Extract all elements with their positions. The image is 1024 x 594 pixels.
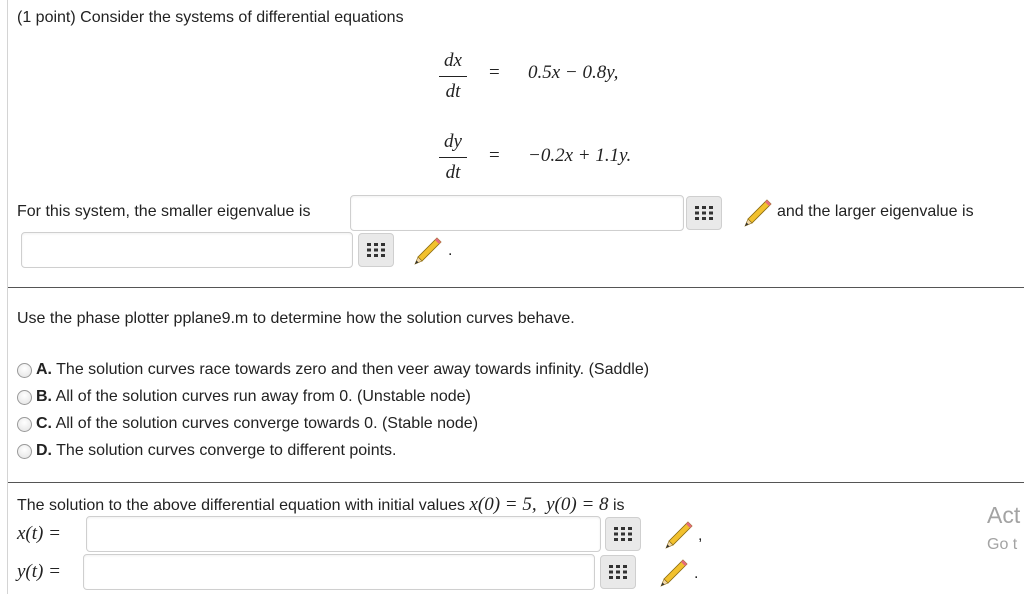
equation-palette-icon	[614, 527, 632, 541]
option-text: All of the solution curves run away from 0. (Unstable node)	[52, 388, 471, 405]
x-of-t-label: x(t) =	[17, 523, 61, 544]
phase-prompt: Use the phase plotter pplane9.m to determine how the solution curves behave.	[17, 310, 575, 327]
option-letter: A.	[36, 361, 52, 378]
equation-rhs-2: −0.2x + 1.1y.	[528, 145, 632, 166]
option-text: All of the solution curves converge towards 0. (Stable node)	[52, 415, 479, 432]
fraction-dx-dt	[433, 50, 473, 103]
pencil-icon[interactable]	[657, 557, 689, 589]
equation-palette-icon	[367, 243, 385, 257]
equation-palette-icon	[695, 206, 713, 220]
fraction-denominator: dt	[445, 81, 461, 102]
divider	[8, 287, 1024, 288]
equation-palette-button[interactable]	[358, 233, 394, 267]
larger-eigenvalue-prompt: and the larger eigenvalue is	[777, 203, 974, 220]
option-a-label	[36, 361, 649, 379]
option-c-label	[36, 415, 478, 433]
initial-condition-x: x(0) = 5,	[469, 494, 537, 515]
radio-option-a[interactable]	[17, 363, 32, 378]
larger-eigenvalue-input[interactable]	[21, 232, 353, 268]
equation-palette-button[interactable]	[605, 517, 641, 551]
problem-intro: (1 point) Consider the systems of differential equations	[17, 9, 404, 26]
option-letter: C.	[36, 415, 52, 432]
divider	[8, 482, 1024, 483]
fraction-numerator: dy	[444, 131, 462, 152]
y-of-t-input[interactable]	[83, 554, 595, 590]
solution-prompt-text: The solution to the above differential equation with initial values	[17, 497, 470, 514]
period: .	[694, 565, 699, 582]
fraction-denominator: dt	[445, 162, 461, 183]
period: .	[448, 242, 453, 259]
option-d-label	[36, 442, 397, 460]
option-text: The solution curves converge to different points.	[52, 442, 397, 459]
comma: ,	[698, 527, 703, 544]
equals-sign: =	[489, 145, 500, 166]
fraction-numerator: dx	[444, 50, 462, 71]
fraction-dy-dt	[433, 131, 473, 184]
y-of-t-label: y(t) =	[17, 561, 61, 582]
activation-watermark-subtitle: Go t	[987, 536, 1018, 553]
solution-prompt-end: is	[608, 497, 625, 514]
option-b-label	[36, 388, 471, 406]
solution-prompt	[17, 494, 625, 516]
equation-palette-icon	[609, 565, 627, 579]
pencil-icon[interactable]	[662, 519, 694, 551]
pencil-icon[interactable]	[411, 235, 443, 267]
activation-watermark-title: Act	[987, 502, 1021, 528]
option-letter: D.	[36, 442, 52, 459]
option-text: The solution curves race towards zero and then veer away towards infinity. (Saddle)	[52, 361, 650, 378]
radio-option-d[interactable]	[17, 444, 32, 459]
equation-rhs-1: 0.5x − 0.8y,	[528, 62, 619, 83]
equation-palette-button[interactable]	[600, 555, 636, 589]
eigenvalue-prompt: For this system, the smaller eigenvalue is	[17, 203, 311, 220]
spacer	[537, 494, 547, 515]
equals-sign: =	[489, 62, 500, 83]
equation-palette-button[interactable]	[686, 196, 722, 230]
x-of-t-input[interactable]	[86, 516, 601, 552]
pencil-icon[interactable]	[741, 197, 773, 229]
left-border	[7, 0, 8, 594]
smaller-eigenvalue-input[interactable]	[350, 195, 684, 231]
radio-option-b[interactable]	[17, 390, 32, 405]
radio-option-c[interactable]	[17, 417, 32, 432]
option-letter: B.	[36, 388, 52, 405]
initial-condition-y: y(0) = 8	[546, 494, 609, 515]
